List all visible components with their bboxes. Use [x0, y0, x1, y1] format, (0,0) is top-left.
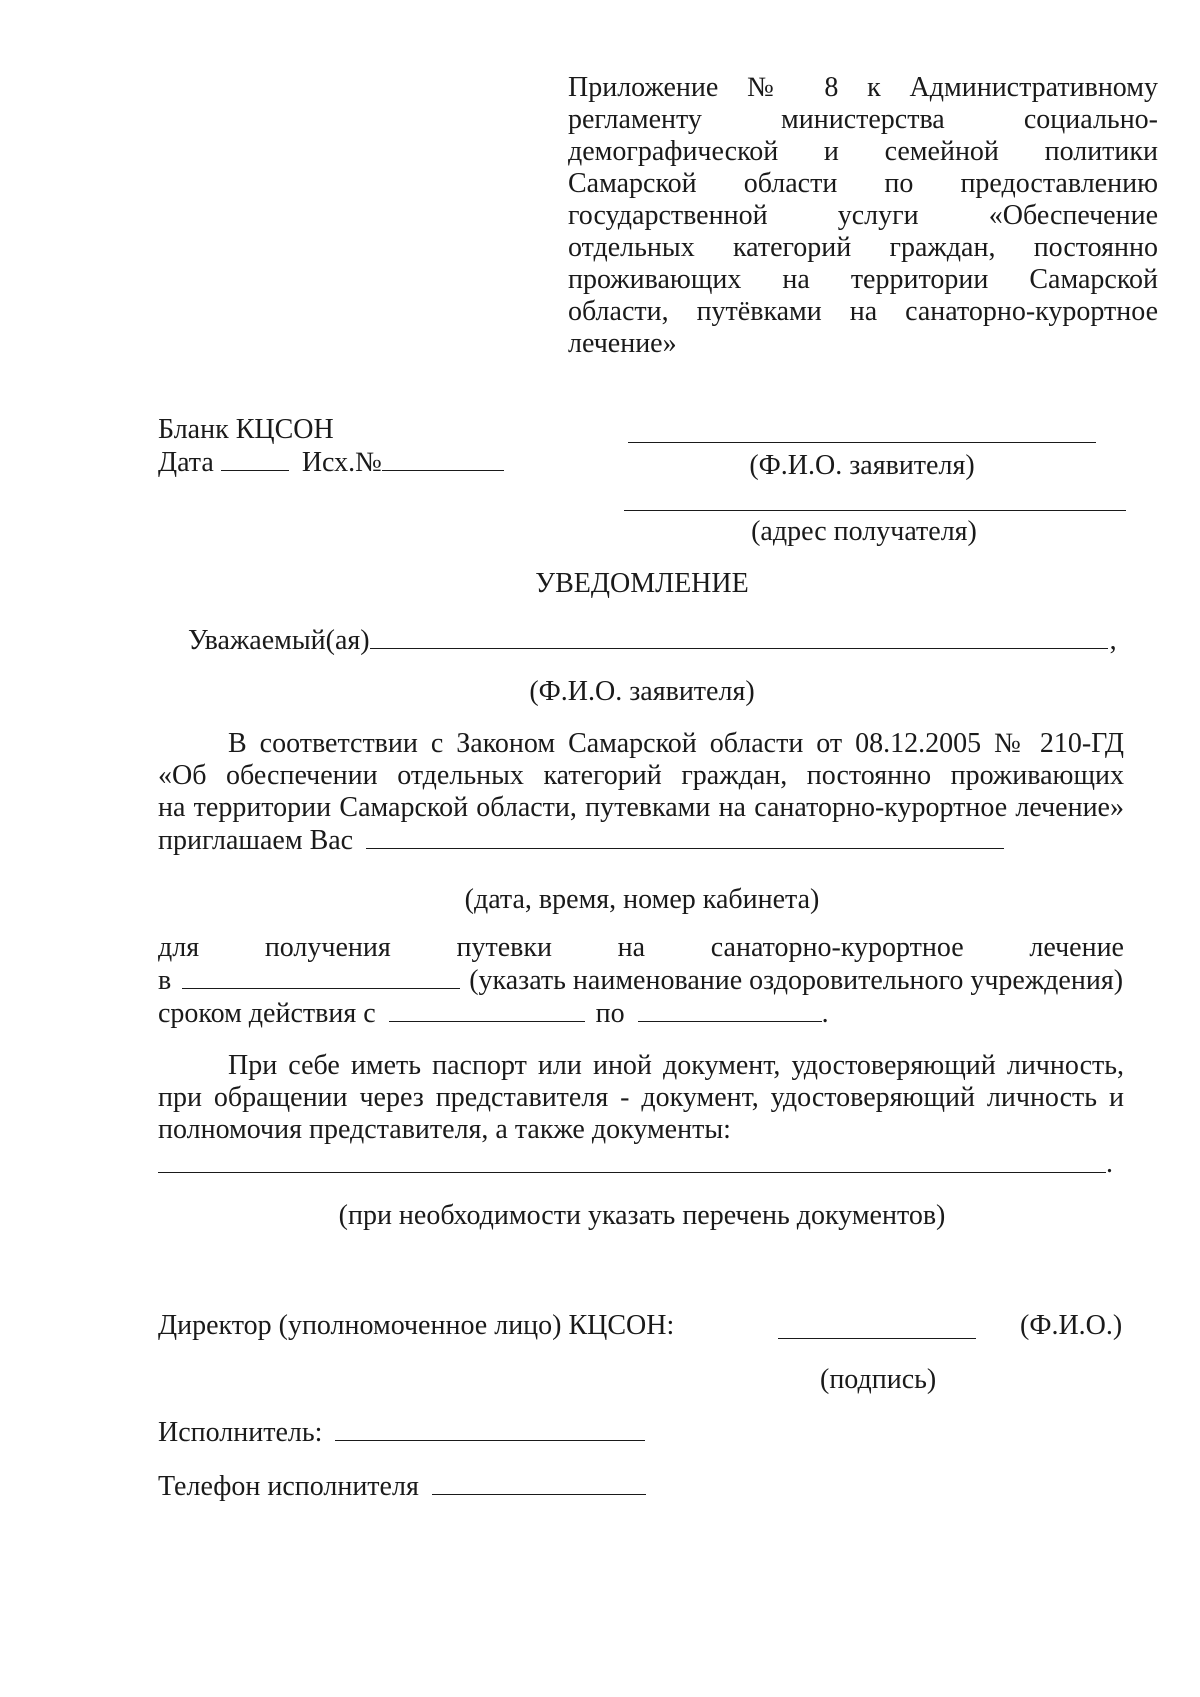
outgoing-number-blank[interactable] — [382, 446, 504, 471]
appendix-line: проживающих на территории Самарской — [568, 264, 1158, 295]
address-line[interactable] — [624, 510, 1126, 511]
validity-to-blank[interactable] — [638, 997, 822, 1022]
outgoing-number-label: Исх.№ — [301, 447, 382, 478]
institution-prefix: в — [158, 965, 172, 996]
paragraph-line: для получения путевки на санаторно-курортное лечение — [158, 932, 1124, 963]
appendix-line: Приложение № 8 к Административному — [568, 72, 1158, 103]
paragraph-line — [158, 964, 1124, 997]
appendix-line: отдельных категорий граждан, постоянно — [568, 232, 1158, 263]
salutation-caption: (Ф.И.О. заявителя) — [529, 676, 755, 707]
blank-label: Бланк КЦСОН — [158, 414, 334, 445]
paragraph-line — [158, 997, 1124, 1030]
paragraph-line: на территории Самарской области, путевками на санаторно-курортное лечение» — [158, 792, 1124, 823]
paragraph-law — [158, 728, 1124, 857]
validity-prefix: сроком действия с — [158, 998, 376, 1029]
paragraph-line: полномочия представителя, а также документы: — [158, 1114, 731, 1145]
documents-caption: (при необходимости указать перечень документов) — [338, 1200, 946, 1231]
date-line — [158, 446, 504, 479]
document-title: УВЕДОМЛЕНИЕ — [535, 568, 749, 599]
date-label: Дата — [158, 447, 214, 478]
paragraph-line: В соответствии с Законом Самарской области от 08.12.2005 № 210-ГД — [228, 728, 1124, 759]
institution-blank[interactable] — [182, 964, 460, 989]
paragraph-voucher — [158, 932, 1124, 1030]
applicant-caption: (Ф.И.О. заявителя) — [749, 450, 975, 481]
invite-label: приглашаем Вас — [158, 825, 354, 856]
applicant-name-line[interactable] — [628, 442, 1096, 443]
paragraph-documents — [158, 1050, 1124, 1146]
signature-line[interactable] — [778, 1338, 976, 1339]
paragraph-line — [158, 824, 1124, 857]
address-caption: (адрес получателя) — [751, 516, 977, 547]
executor-phone-blank[interactable] — [432, 1470, 646, 1495]
signature-caption: (подпись) — [820, 1364, 937, 1395]
invite-details-blank[interactable] — [366, 824, 1004, 849]
institution-caption: (указать наименование оздоровительного учреждения) — [469, 965, 1124, 996]
executor-phone-label: Телефон исполнителя — [158, 1471, 419, 1502]
invite-caption: (дата, время, номер кабинета) — [464, 884, 820, 915]
validity-from-blank[interactable] — [389, 997, 585, 1022]
appendix-line: регламенту министерства социально- — [568, 104, 1158, 135]
appendix-line: Самарской области по предоставлению — [568, 168, 1158, 199]
documents-list-end: . — [1106, 1148, 1113, 1179]
appendix-line: демографической и семейной политики — [568, 136, 1158, 167]
executor-blank[interactable] — [335, 1416, 645, 1441]
director-label: Директор (уполномоченное лицо) КЦСОН: — [158, 1310, 675, 1341]
salutation-label: Уважаемый(ая) — [188, 625, 370, 656]
fio-label: (Ф.И.О.) — [1020, 1310, 1123, 1341]
appendix-block — [568, 72, 1158, 360]
paragraph-line: При себе иметь паспорт или иной документ, удостоверяющий личность, — [228, 1050, 1124, 1081]
executor-line — [158, 1416, 645, 1449]
date-blank[interactable] — [221, 446, 289, 471]
validity-mid: по — [595, 998, 625, 1029]
appendix-line: лечение» — [568, 328, 677, 359]
executor-label: Исполнитель: — [158, 1417, 323, 1448]
documents-list-line[interactable] — [158, 1172, 1106, 1173]
salutation-comma: , — [1109, 625, 1117, 656]
salutation-line — [188, 624, 1117, 657]
salutation-name-blank[interactable] — [370, 624, 1108, 649]
paragraph-line: при обращении через представителя - документ, удостоверяющий личность и — [158, 1082, 1124, 1113]
validity-end: . — [821, 998, 829, 1029]
paragraph-line: «Об обеспечении отдельных категорий граждан, постоянно проживающих — [158, 760, 1124, 791]
appendix-line: государственной услуги «Обеспечение — [568, 200, 1158, 231]
appendix-line: области, путёвками на санаторно-курортное — [568, 296, 1158, 327]
executor-phone-line — [158, 1470, 646, 1503]
